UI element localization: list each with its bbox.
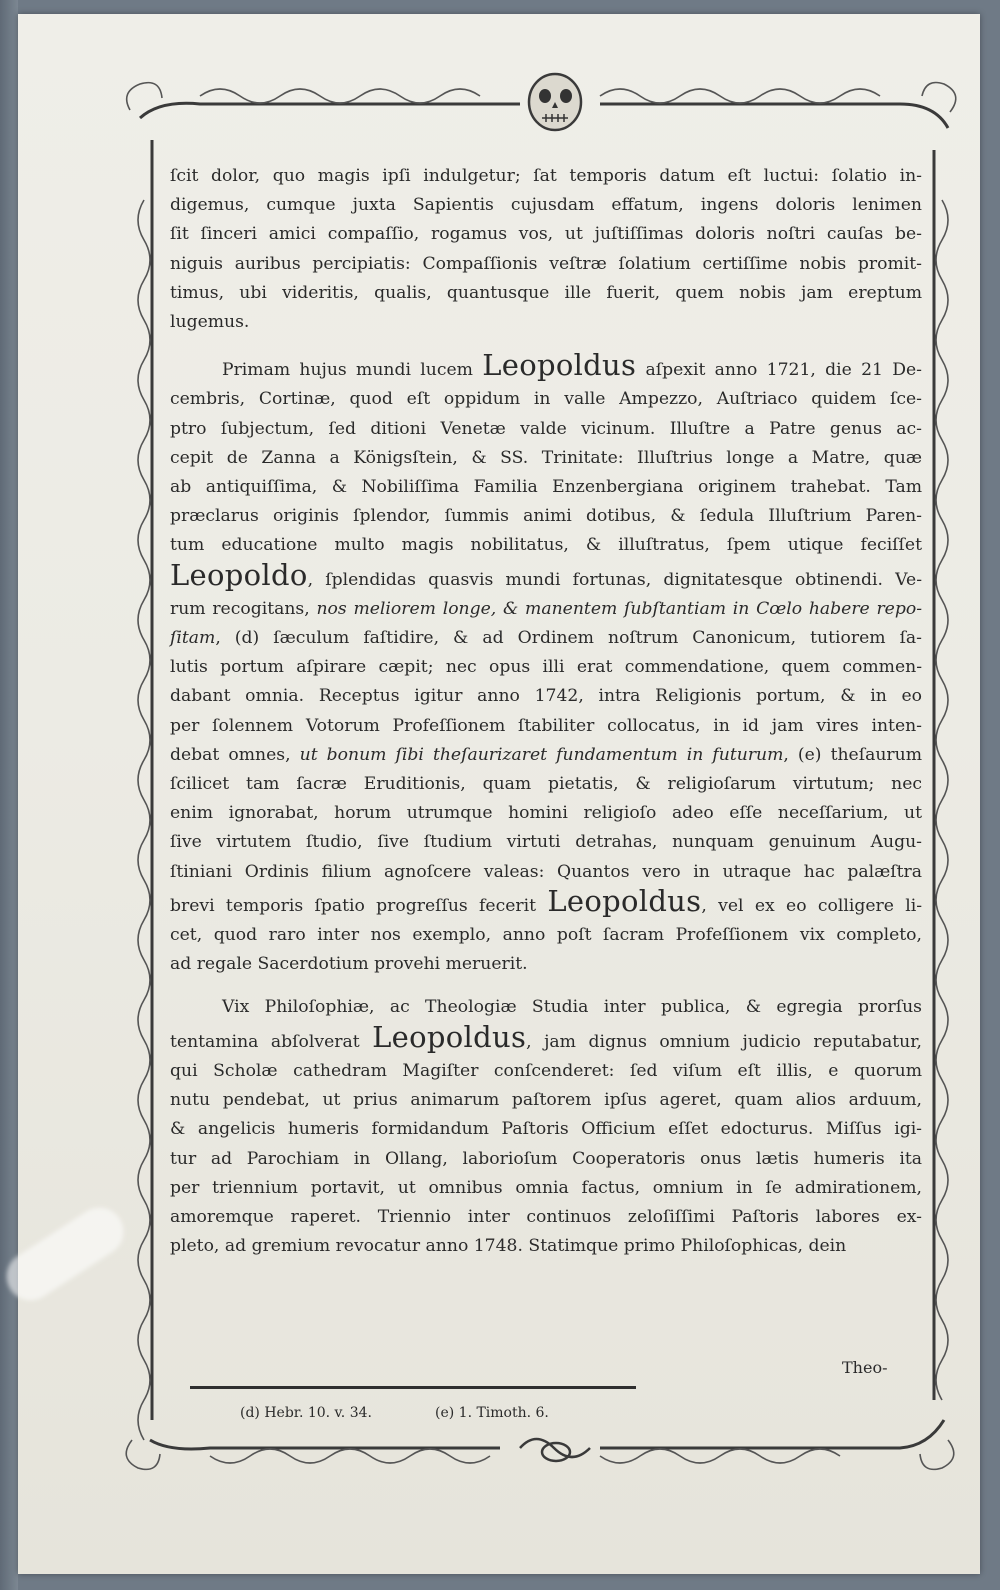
text-line: digemus, cumque juxta Sapientis cujusdam effatum, ingens doloris lenimen [170,195,922,216]
text-line: cepit de Zanna a Königsſtein, & SS. Trinitate: Illuſtrius longe a Matre, quæ [170,447,922,468]
text-line: qui Scholæ cathedram Magiſter conſcenderet: ſed viſum eſt illis, e quorum [170,1060,922,1081]
text-line: cembris, Cortinæ, quod eſt oppidum in valle Ampezzo, Auſtriaco quidem ſce- [170,389,922,410]
footnote-rule [190,1386,636,1389]
text-line: tur ad Parochiam in Ollang, laborioſum Cooperatoris onus lætis humeris ita [170,1148,922,1169]
text-line: pleto, ad gremium revocatur anno 1748. Statimque primo Philoſophicas, dein [170,1236,847,1257]
text-line: ſit ſinceri amici compaſſio, rogamus vos, ut juſtiſſimas doloris noſtri cauſas be- [170,224,922,245]
text-line: ad regale Sacerdotium provehi meruerit. [170,954,528,975]
text-line: & angelicis humeris formidandum Paſtoris Officium eſſet edocturus. Miſſus igi- [170,1119,922,1140]
italic-quote: nos meliorem longe, & manentem ſubſtantiam in Cœlo habere repo- [316,598,922,619]
text-line: timus, ubi videritis, qualis, quantusque ille fuerit, quem nobis jam ereptum [170,282,922,303]
text-line: debat omnes, ut bonum ſibi theſaurizaret fundamentum in futurum, (e) theſaurum [170,744,922,765]
emphasized-name: Leopoldus [372,1019,527,1054]
text-line: tum educatione multo magis nobilitatus, & illuſtratus, ſpem utique feciſſet [170,535,922,556]
text-line: per ſolennem Votorum Profeſſionem ſtabiliter collocatus, in id jam vires inten- [170,715,922,736]
text-line: cet, quod raro inter nos exemplo, anno poſt ſacram Profeſſionem vix completo, [170,925,922,946]
text-line: Leopoldo, ſplendidas quasvis mundi fortunas, dignitatesque obtinendi. Ve- [170,557,922,592]
paragraph [170,993,922,1261]
text-line: per triennium portavit, ut omnibus omnia factus, omnium in ſe admirationem, [170,1177,922,1198]
emphasized-name: Leopoldus [547,883,702,918]
emphasized-name: Leopoldus [482,348,637,383]
text-line: ſive virtutem ſtudio, ſive ſtudium virtuti detrahas, nunquam genuinum Augu- [170,832,922,853]
paragraph-gap [170,979,922,993]
paragraph [170,348,923,979]
footnote-e: (e) 1. Timoth. 6. [435,1405,549,1421]
text-line: præclarus originis ſplendor, ſummis animi dotibus, & ſedula Illuſtrium Paren- [170,506,922,527]
italic-quote: ſitam [170,628,216,649]
text-line: ptro ſubjectum, ſed ditioni Venetæ valde vicinum. Illuſtre a Patre genus ac- [170,418,922,439]
paragraph [170,162,922,337]
text-line: Vix Philoſophiæ, ac Theologiæ Studia inter publica, & egregia prorſus [222,997,922,1018]
emphasized-name: Leopoldo [170,557,308,592]
text-line: brevi temporis ſpatio progreſſus fecerit Leopoldus, vel ex eo colligere li- [170,883,923,918]
text-line: enim ignorabat, horum utrumque homini religioſo adeo eſſe neceſſarium, ut [170,803,922,824]
text-line: Primam hujus mundi lucem Leopoldus aſpexit anno 1721, die 21 De- [222,348,922,383]
text-line: dabant omnia. Receptus igitur anno 1742, intra Religionis portum, & in eo [170,686,922,707]
text-line: ſtiniani Ordinis filium agnoſcere valeas: Quantos vero in utraque hac palæſtra [170,861,922,882]
footnote-d: (d) Hebr. 10. v. 34. [240,1405,372,1421]
text-line: amoremque raperet. Triennio inter continuos zeloſiſſimi Paſtoris labores ex- [170,1206,922,1227]
text-line: lutis portum aſpirare cæpit; nec opus illi erat commendatione, quem commen- [170,657,922,678]
text-line: ſcit dolor, quo magis ipſi indulgetur; ſat temporis datum eſt luctui: ſolatio in- [170,166,922,186]
page-edge [0,0,18,1590]
text-line: ab antiquiſſima, & Nobiliſſima Familia Enzenbergiana originem trahebat. Tam [170,477,922,498]
text-line: nutu pendebat, ut prius animarum paſtorem ipſus ageret, quam alios arduum, [170,1090,922,1111]
text-line: niguis auribus percipiatis: Compaſſionis veſtræ ſolatium certiſſime nobis promit- [170,253,922,274]
catchword: Theo- [842,1358,888,1377]
text-line: rum recogitans, nos meliorem longe, & manentem ſubſtantiam in Cœlo habere repo- [170,598,922,619]
italic-quote: ut bonum ſibi theſaurizaret fundamentum in futurum [299,744,784,765]
text-line: lugemus. [170,312,250,333]
text-line: ſitam, (d) ſæculum faſtidire, & ad Ordinem noſtrum Canonicum, tutiorem ſa- [170,628,922,649]
text-line: ſcilicet tam ſacræ Eruditionis, quam pietatis, & religioſarum virtutum; nec [170,774,922,795]
text-line: tentamina abſolverat Leopoldus, jam dignus omnium judicio reputabatur, [170,1019,922,1054]
body-text [170,162,922,1261]
